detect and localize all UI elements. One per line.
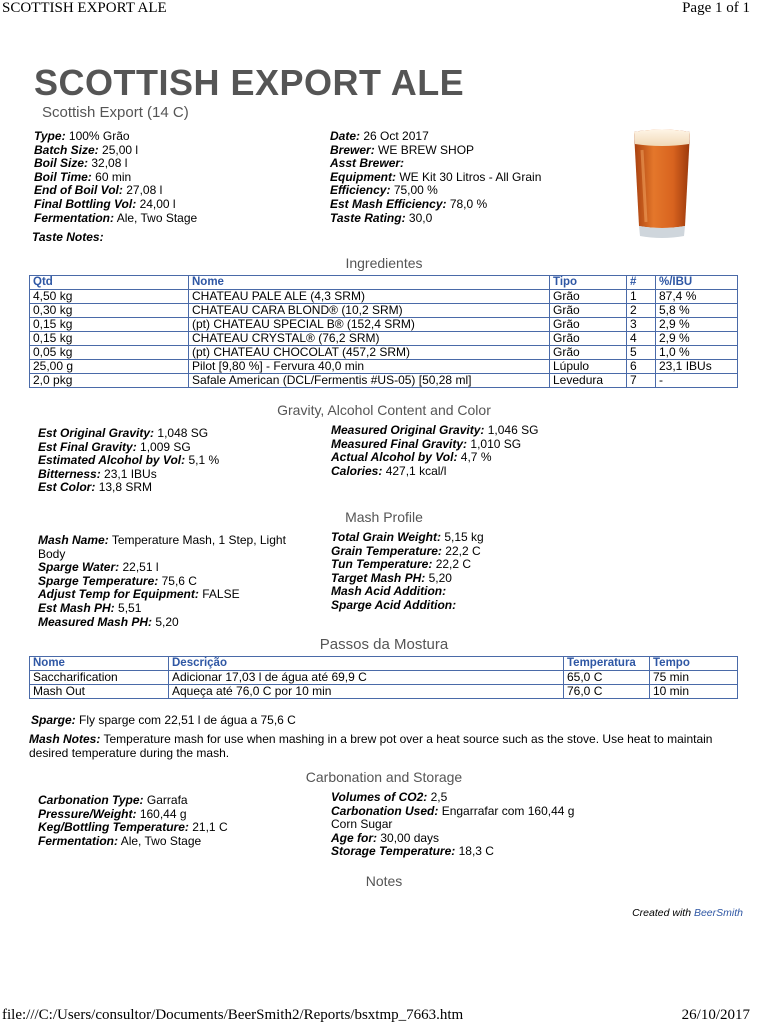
mash-profile-heading: Mash Profile [345,509,423,525]
info-row [331,558,631,572]
table-cell: 0,15 kg [30,332,189,346]
info-value: 5,1 % [188,453,220,468]
info-value: 13,8 SRM [98,480,153,495]
table-row [30,346,738,360]
info-value: Garrafa [146,793,188,807]
table-cell: (pt) CHATEAU SPECIAL B® (152,4 SRM) [189,318,550,332]
info-key: Measured Mash PH: [38,614,153,629]
info-key: Brewer: [330,142,375,157]
recipe-title: SCOTTISH EXPORT ALE [34,62,465,103]
table-row [30,374,738,388]
info-row [331,572,631,586]
gravity-left [38,427,318,495]
info-row [331,845,601,859]
created-with-prefix: Created with [632,907,694,919]
column-header: %/IBU [656,276,738,290]
table-cell: Pilot [9,80 %] - Fervura 40,0 min [189,360,550,374]
mash-profile-right [331,531,631,613]
info-value: 23,1 IBUs [104,466,157,481]
info-key: Fermentation: [38,833,119,848]
info-key: Carbonation Type: [38,793,144,807]
info-value: 2,5 [430,790,448,804]
info-row [331,438,631,452]
table-cell: CHATEAU CRYSTAL® (76,2 SRM) [189,332,550,346]
info-key: Grain Temperature: [331,543,442,558]
info-value: 24,00 l [139,196,176,211]
print-header-title: SCOTTISH EXPORT ALE [2,0,167,16]
info-key: Estimated Alcohol by Vol: [38,453,186,468]
info-key: Actual Alcohol by Vol: [331,450,458,465]
table-cell: 0,05 kg [30,346,189,360]
info-key: Mash Name: [38,533,109,547]
table-row [30,304,738,318]
info-value: 30,0 [408,210,433,225]
info-value: 5,20 [155,614,179,629]
table-cell: Saccharification [30,671,169,685]
info-row [34,198,314,212]
info-key: Bitterness: [38,466,101,481]
table-cell: - [656,374,738,388]
info-value: 27,08 l [126,183,163,198]
info-right [330,130,590,225]
beer-glass-image [630,126,694,240]
info-row [38,468,318,482]
info-value: Ale, Two Stage [116,210,198,225]
info-row [331,805,601,832]
carbonation-left [38,794,318,848]
info-row [38,821,318,835]
info-value: 75,6 C [161,573,197,588]
info-value: Ale, Two Stage [120,833,202,848]
table-cell: 75 min [650,671,738,685]
info-key: Carbonation Used: [331,803,439,818]
info-value: 100% Grão [68,129,130,143]
mash-steps-heading: Passos da Mostura [319,636,449,653]
info-key: Est Color: [38,480,96,495]
info-key: Keg/Bottling Temperature: [38,820,189,835]
info-value: 32,08 l [91,156,128,171]
table-cell: 6 [627,360,656,374]
table-row [30,290,738,304]
info-key: Boil Size: [34,156,89,171]
print-footer-path: file:///C:/Users/consultor/Documents/BeerSmith2/Reports/bsxtmp_7663.htm [2,1007,464,1023]
info-row [38,602,306,616]
table-cell: Grão [550,346,627,360]
info-row [331,545,631,559]
mash-steps-table [29,656,738,699]
info-row [330,184,590,198]
info-value: 5,51 [118,600,142,615]
table-cell: 1,0 % [656,346,738,360]
mash-notes-value: Temperature mash for use when mashing in a brew pot over a heat source such as the stove. Use heat to maintain desired temperature during the mash. [29,732,713,760]
table-cell: 4 [627,332,656,346]
info-value: 22,51 l [122,560,159,575]
info-left [34,130,314,225]
table-cell: 65,0 C [564,671,650,685]
column-header: Tempo [650,657,738,671]
table-cell: 2,9 % [656,332,738,346]
info-value: FALSE [202,587,240,602]
info-value: WE BREW SHOP [378,142,475,157]
info-key: End of Boil Vol: [34,183,123,198]
table-header-row [30,276,738,290]
info-key: Asst Brewer: [330,156,405,171]
sparge-line [31,714,296,728]
taste-notes [32,231,104,245]
info-key: Total Grain Weight: [331,530,441,544]
info-key: Pressure/Weight: [38,806,137,821]
info-key: Measured Final Gravity: [331,436,468,451]
info-value: WE Kit 30 Litros - All Grain [399,169,542,184]
info-key: Sparge Water: [38,560,120,575]
table-cell: Aqueça até 76,0 C por 10 min [169,685,564,699]
info-row [331,424,631,438]
table-cell: (pt) CHATEAU CHOCOLAT (457,2 SRM) [189,346,550,360]
table-cell: 10 min [650,685,738,699]
info-key: Storage Temperature: [331,844,456,859]
table-cell: 4,50 kg [30,290,189,304]
column-header: Nome [189,276,550,290]
info-key: Tun Temperature: [331,557,433,572]
table-cell: Grão [550,318,627,332]
info-row [34,184,314,198]
info-value: 21,1 C [192,820,228,835]
gravity-right [331,424,631,478]
info-value: 18,3 C [458,844,494,859]
table-cell: 5,8 % [656,304,738,318]
info-value: 1,009 SG [140,439,191,454]
info-key: Calories: [331,463,383,478]
table-cell: 5 [627,346,656,360]
info-row [330,171,590,185]
table-cell: Adicionar 17,03 l de água até 69,9 C [169,671,564,685]
info-key: Est Final Gravity: [38,439,137,454]
table-header-row [30,657,738,671]
mash-notes [29,733,729,760]
mash-notes-label: Mash Notes: [29,732,101,746]
table-cell: 23,1 IBUs [656,360,738,374]
info-row [330,144,590,158]
info-key: Sparge Acid Addition: [331,597,457,612]
info-row [38,441,318,455]
info-row [38,561,306,575]
info-key: Target Mash PH: [331,570,426,585]
info-row [38,534,306,561]
table-cell: 76,0 C [564,685,650,699]
info-key: Est Original Gravity: [38,426,155,440]
info-row [38,481,318,495]
carbonation-heading: Carbonation and Storage [305,769,463,785]
info-row [34,171,314,185]
info-row [38,616,306,630]
info-key: Mash Acid Addition: [331,584,447,599]
table-row [30,318,738,332]
table-cell: Grão [550,304,627,318]
info-value: 60 min [95,169,132,184]
info-value: 160,44 g [139,806,187,821]
carbonation-right [331,791,601,859]
info-value: 78,0 % [449,196,488,211]
table-cell: Grão [550,332,627,346]
info-value: 22,2 C [445,543,481,558]
info-key: Sparge Temperature: [38,573,159,588]
info-row [331,791,601,805]
created-with [632,907,743,919]
sparge-label: Sparge: [31,713,76,727]
column-header: Qtd [30,276,189,290]
info-key: Batch Size: [34,142,99,157]
notes-heading: Notes [365,873,403,889]
info-key: Boil Time: [34,169,92,184]
info-row [331,585,631,599]
info-row [330,157,590,171]
info-key: Fermentation: [34,210,115,225]
info-value: 30,00 days [380,830,440,845]
info-row [38,835,318,849]
table-cell: 7 [627,374,656,388]
recipe-style: Scottish Export (14 C) [42,104,189,121]
table-cell: 2,0 pkg [30,374,189,388]
info-value: 1,048 SG [157,426,209,440]
ingredients-table [29,275,738,388]
info-value: 75,00 % [393,183,438,198]
info-key: Type: [34,129,66,143]
info-key: Adjust Temp for Equipment: [38,587,199,602]
info-row [330,198,590,212]
info-value: 22,2 C [435,557,472,572]
table-cell: Grão [550,290,627,304]
mash-profile-left [38,534,306,629]
column-header: Tipo [550,276,627,290]
info-row [330,130,590,144]
table-row [30,685,738,699]
info-row [38,808,318,822]
table-cell: 3 [627,318,656,332]
taste-notes-label: Taste Notes: [32,230,104,244]
info-key: Volumes of CO2: [331,790,428,804]
table-cell: CHATEAU PALE ALE (4,3 SRM) [189,290,550,304]
info-key: Final Bottling Vol: [34,196,137,211]
table-cell: 87,4 % [656,290,738,304]
info-key: Taste Rating: [330,210,406,225]
info-row [34,212,314,226]
info-key: Measured Original Gravity: [331,423,485,437]
column-header: Temperatura [564,657,650,671]
info-value: 427,1 kcal/l [385,463,447,478]
table-cell: 2 [627,304,656,318]
info-row [34,157,314,171]
info-row [38,588,306,602]
info-key: Est Mash PH: [38,600,115,615]
info-value: 25,00 l [102,142,139,157]
info-value: 26 Oct 2017 [363,129,429,143]
info-row [331,451,631,465]
info-row [331,832,601,846]
info-row [331,465,631,479]
info-value: 1,010 SG [470,436,522,451]
info-row [38,794,318,808]
table-cell: 1 [627,290,656,304]
info-key: Age for: [331,830,377,845]
table-cell: CHATEAU CARA BLOND® (10,2 SRM) [189,304,550,318]
info-value: 5,15 kg [444,530,484,544]
info-row [38,575,306,589]
ingredients-heading: Ingredientes [345,255,423,271]
table-row [30,360,738,374]
beersmith-link[interactable]: BeerSmith [693,907,743,919]
info-key: Est Mash Efficiency: [330,196,447,211]
info-row [38,454,318,468]
column-header: Descrição [169,657,564,671]
info-row [38,427,318,441]
sparge-value: Fly sparge com 22,51 l de água a 75,6 C [79,713,296,727]
table-row [30,332,738,346]
table-cell: 25,00 g [30,360,189,374]
info-value: Temperature Mash, 1 Step, Light Body [38,533,286,561]
info-value: 5,20 [428,570,452,585]
info-value: 4,7 % [460,450,492,465]
info-row [34,130,314,144]
print-footer-date: 26/10/2017 [681,1007,750,1023]
info-row [330,212,590,226]
info-row [34,144,314,158]
table-cell: 0,15 kg [30,318,189,332]
table-cell: 0,30 kg [30,304,189,318]
gravity-heading: Gravity, Alcohol Content and Color [277,402,491,418]
table-cell: Levedura [550,374,627,388]
table-cell: Mash Out [30,685,169,699]
info-value: 1,046 SG [487,423,539,437]
table-cell: Lúpulo [550,360,627,374]
info-row [331,531,631,545]
info-row [331,599,631,613]
info-value: Engarrafar com 160,44 g Corn Sugar [331,803,575,832]
table-row [30,671,738,685]
column-header: # [627,276,656,290]
info-key: Equipment: [330,169,396,184]
table-cell: 2,9 % [656,318,738,332]
info-key: Date: [330,129,361,143]
print-header-page: Page 1 of 1 [682,0,750,16]
table-cell: Safale American (DCL/Fermentis #US-05) [50,28 ml] [189,374,550,388]
column-header: Nome [30,657,169,671]
info-key: Efficiency: [330,183,391,198]
